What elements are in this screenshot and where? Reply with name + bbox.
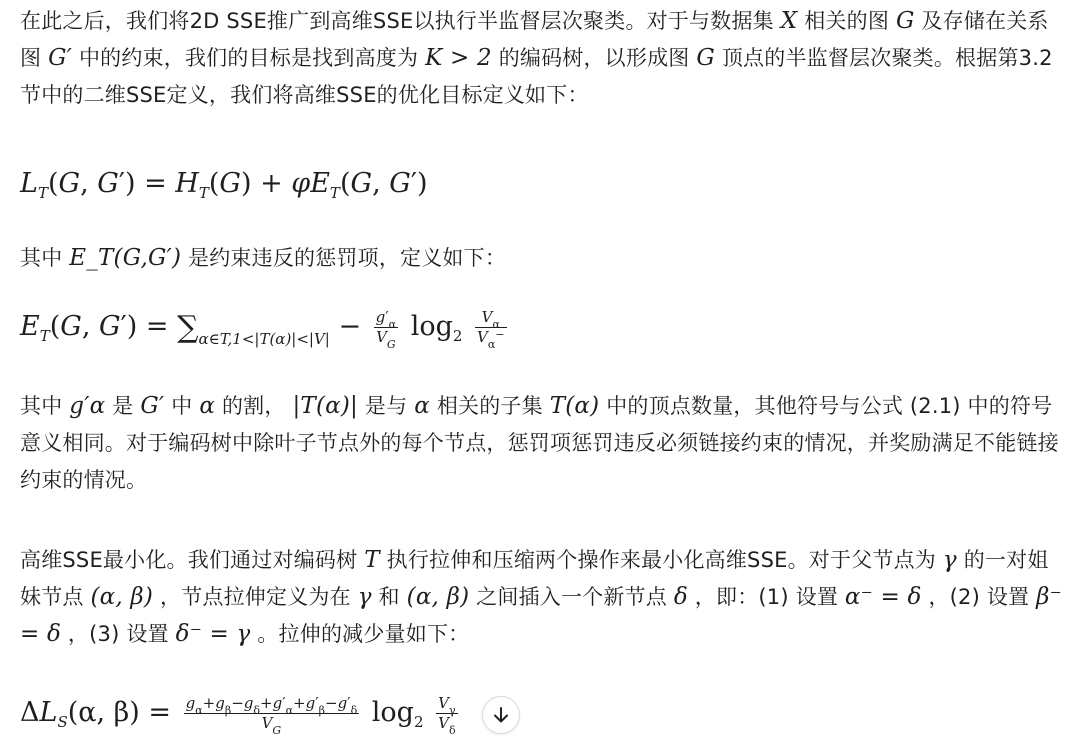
math-inline: G [895, 8, 915, 34]
math-inline: β⁻ = δ [20, 584, 1062, 647]
math-inline: G′ [140, 393, 165, 419]
math-inline: γ [942, 547, 957, 573]
text-span: ，即：(1) 设置 [694, 585, 839, 609]
math-inline: δ [673, 584, 688, 610]
text-span: 中 [171, 394, 193, 418]
text-span: 是约束违反的惩罚项，定义如下： [188, 246, 507, 270]
math-inline: G′ [48, 45, 73, 71]
paragraph-intro [20, 3, 1065, 114]
text-span: 其中 [20, 394, 63, 418]
math-inline: E_T(G,G′) [69, 245, 182, 271]
arrow-down-icon [491, 705, 511, 725]
math-inline: T(α) [549, 393, 600, 419]
math-inline: γ [357, 584, 372, 610]
paragraph-symbols [20, 388, 1065, 499]
text-span: 的一对姐妹节点 [20, 548, 1049, 609]
text-span: 之间插入一个新节点 [476, 585, 667, 609]
text-span: 。拉伸的减少量如下： [257, 622, 470, 646]
math-inline: |T(α)| [292, 393, 358, 419]
math-inline: α⁻ = δ [844, 584, 922, 610]
math-inline: (α, β) [406, 584, 470, 610]
equation-objective: $L_T(G$, $G') = H_T(G) + \varphi E_T(G$, G′) [20, 168, 428, 202]
math-inline: K > 2 [425, 45, 492, 71]
text-span: 的割， [221, 394, 286, 418]
scroll-down-button[interactable] [482, 696, 520, 734]
math-inline: α [414, 393, 430, 419]
math-inline: α [199, 393, 216, 419]
text-span: 是 [112, 394, 134, 418]
equation-penalty: $E_T(G$, $G') = \sum_{\alpha\in T,1<|T(\alpha)|<|V|}$ − $\frac{g'_\alpha}{V_G}$ $\log_2$ $\frac{V_\alpha}{V_{\alpha^-}}$ [20, 308, 505, 351]
math-inline: δ⁻ = γ [175, 621, 251, 647]
text-span: 是与 [364, 394, 408, 418]
paragraph-minimization [20, 542, 1065, 653]
text-span: 中的顶点数量，其他符号与公式 (2.1) 中的符号意义相同。对于编码树中除叶子节点外的每个节点，惩罚项惩罚违反必须链接约束的情况，并奖励满足不能链接约束的情况。 [20, 394, 1059, 492]
equation-stretch-reduction: $\Delta L_S(\alpha$, β) = $\frac{g_\alpha+g_\beta-g_\delta+g'_\alpha+g'_\beta-g'_\delta}{V_G}$ $\log_2$ $\frac{V_\gamma}{V_\delta}$ [20, 694, 456, 737]
text-span: 及存储在关系图 [20, 9, 1049, 70]
text-span: 执行拉伸和压缩两个操作来最小化高维SSE。对于父节点为 [386, 548, 936, 572]
text-span: 相关的图 [804, 9, 890, 33]
text-span: ，节点拉伸定义为在 [160, 585, 351, 609]
text-span: 相关的子集 [436, 394, 543, 418]
text-span: ，(2) 设置 [928, 585, 1030, 609]
math-inline: X [780, 8, 798, 34]
math-inline: (α, β) [90, 584, 154, 610]
text-span: 和 [378, 585, 400, 609]
text-span: ，(3) 设置 [67, 622, 169, 646]
text-span: 在此之后，我们将2D SSE推广到高维SSE以执行半监督层次聚类。对于与数据集 [20, 9, 774, 33]
math-inline: T [364, 547, 380, 573]
text-span: 中的约束，我们的目标是找到高度为 [78, 46, 419, 70]
text-span: 高维SSE最小化。我们通过对编码树 [20, 548, 358, 572]
text-span: 的编码树，以形成图 [498, 46, 690, 70]
math-inline: g′α [69, 393, 106, 419]
paragraph-penalty-def [20, 240, 1065, 277]
text-span: 顶点的半监督层次聚类。根据第3.2节中的二维SSE定义，我们将高维SSE的优化目标定义如下： [20, 46, 1053, 107]
text-span: 其中 [20, 246, 63, 270]
math-inline: G [696, 45, 715, 71]
